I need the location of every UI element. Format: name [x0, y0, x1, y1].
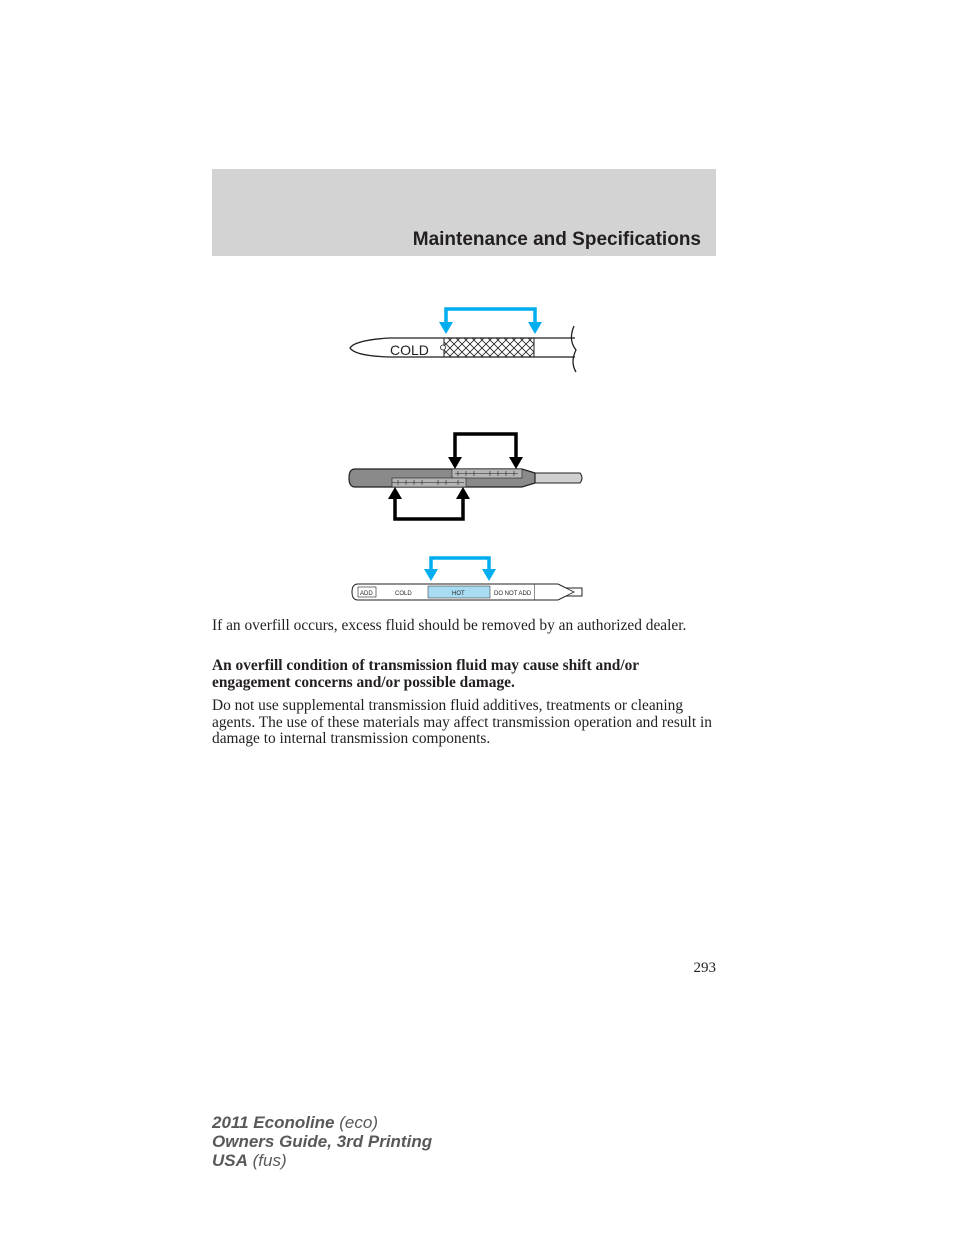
overfill-warning: An overfill condition of transmission fluid may cause shift and/or engagement concerns and/or possible damage. — [212, 657, 639, 691]
hole-mark — [441, 345, 446, 350]
cold-label: COLD — [395, 591, 412, 597]
dipstick-handle-wire — [535, 473, 582, 483]
additives-paragraph: Do not use supplemental transmission fluid additives, treatments or cleaning agents. The use of these materials may affect transmission operation and result in damage to internal transmission components. — [212, 697, 712, 747]
footer-region: USA — [212, 1151, 248, 1170]
section-title: Maintenance and Specifications — [412, 229, 701, 250]
footer-line-3 — [212, 1151, 432, 1170]
cold-label: COLD — [390, 342, 429, 358]
range-arrow-cyan — [439, 309, 542, 334]
footer-region-code: (fus) — [252, 1151, 287, 1170]
footer-model: 2011 Econoline — [212, 1113, 335, 1132]
hot-label: HOT — [452, 591, 465, 597]
dipstick-labeled-figure — [330, 550, 600, 605]
range-arrow-black-lower — [388, 487, 470, 519]
dipstick-hot-figure — [330, 425, 600, 525]
footer — [212, 1113, 432, 1170]
crosshatch-zone — [444, 338, 534, 357]
dipstick-tip — [535, 584, 582, 600]
header-band — [212, 169, 716, 256]
do-not-add-label: DO NOT ADD — [494, 591, 532, 597]
page-number: 293 — [693, 960, 716, 976]
footer-guide: Owners Guide, 3rd Printing — [212, 1132, 433, 1151]
range-arrow-cyan — [424, 558, 496, 581]
overfill-paragraph: If an overfill occurs, excess fluid should be removed by an authorized dealer. — [212, 617, 687, 634]
footer-model-code: (eco) — [339, 1113, 378, 1132]
footer-line-1 — [212, 1113, 432, 1132]
dipstick-cold-figure — [330, 300, 600, 380]
range-arrow-black-upper — [448, 434, 523, 469]
add-label: ADD — [360, 591, 373, 597]
footer-line-2 — [212, 1132, 432, 1151]
dipstick-break-line — [571, 326, 576, 372]
